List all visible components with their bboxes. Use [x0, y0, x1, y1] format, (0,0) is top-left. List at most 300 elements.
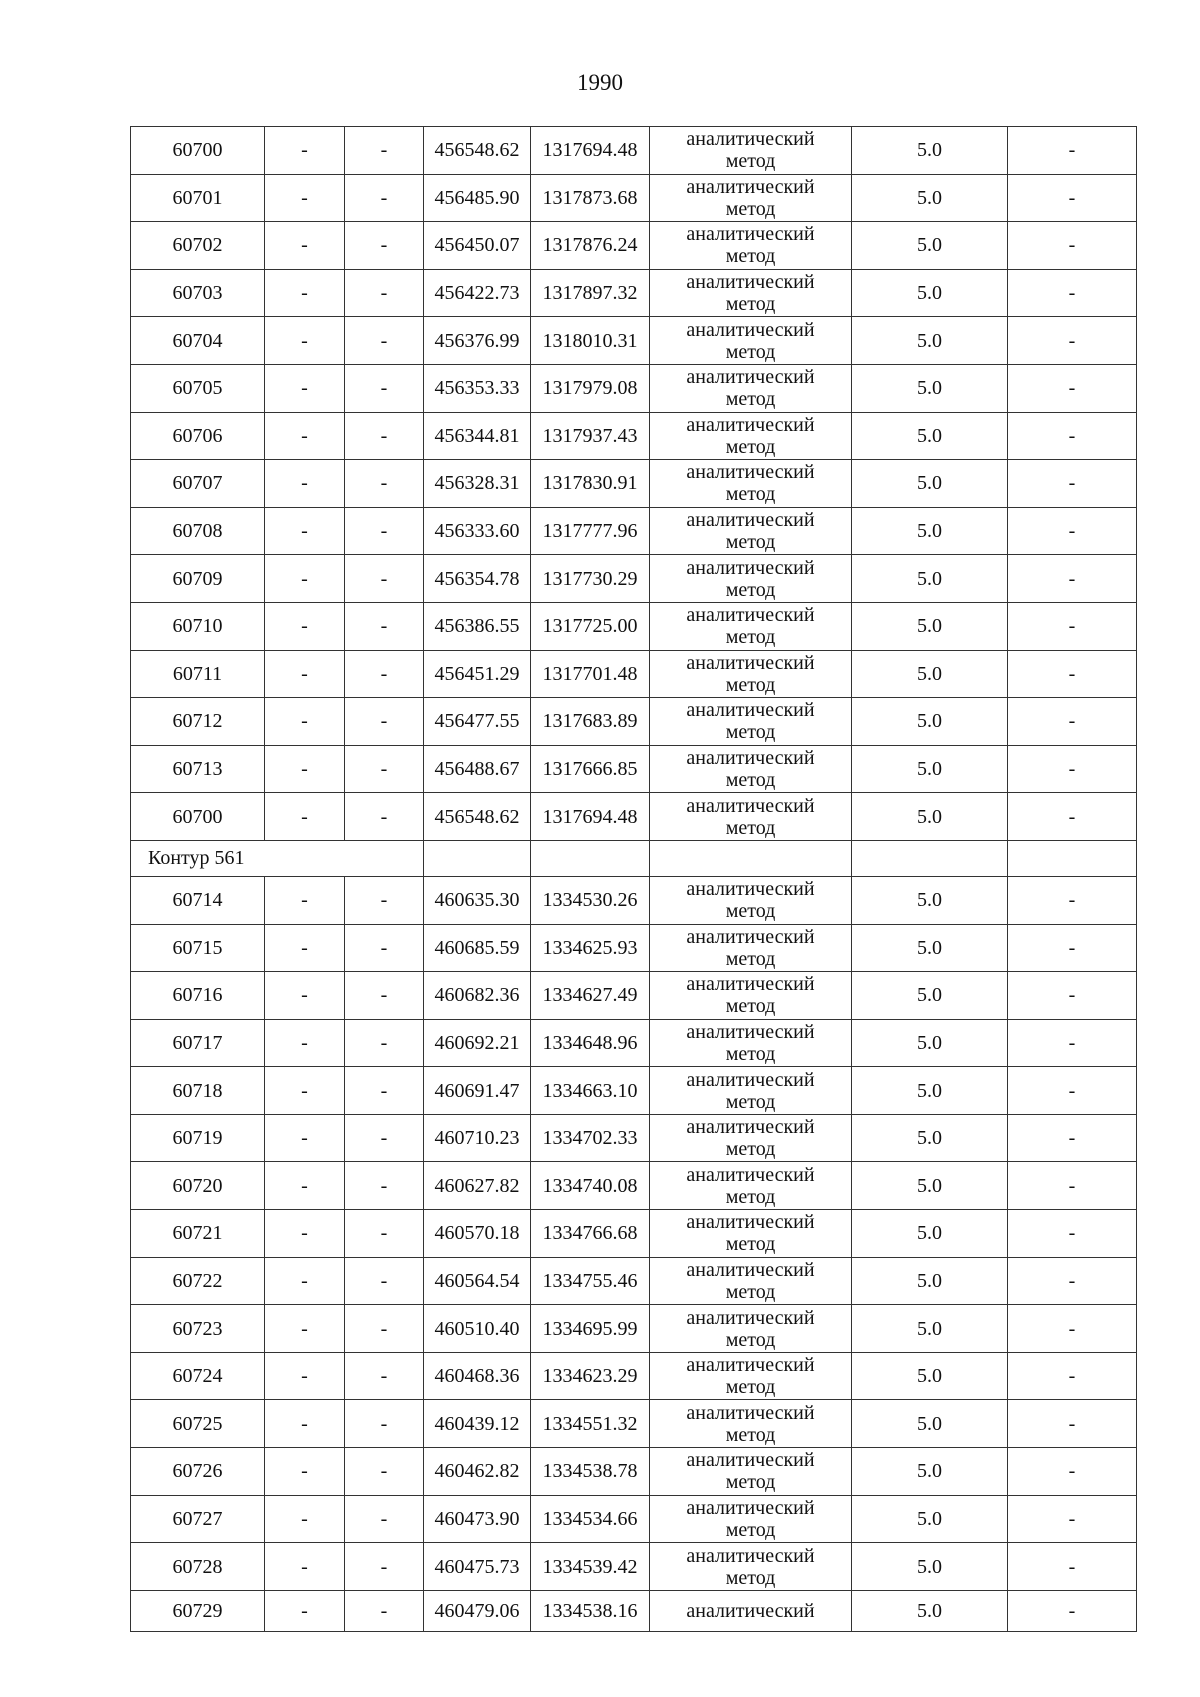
dash-cell: - [1008, 1210, 1137, 1258]
method-text: аналитический [686, 1544, 815, 1567]
x-coordinate-cell: 460570.18 [424, 1210, 531, 1258]
dash-cell: - [265, 698, 345, 746]
dash-cell: - [1008, 1352, 1137, 1400]
x-coordinate-cell: 460685.59 [424, 924, 531, 972]
method-cell [650, 507, 852, 555]
method-text: аналитический [686, 461, 815, 484]
method-text: аналитический [686, 651, 815, 674]
point-number-cell: 60716 [131, 972, 265, 1020]
method-cell [650, 222, 852, 270]
point-number-cell: 60710 [131, 602, 265, 650]
dash-cell: - [265, 364, 345, 412]
y-coordinate-cell: 1334663.10 [531, 1067, 650, 1115]
x-coordinate-cell: 456354.78 [424, 555, 531, 603]
method-cell [650, 174, 852, 222]
method-cell [650, 972, 852, 1020]
method-cell [650, 1400, 852, 1448]
x-coordinate-cell: 460692.21 [424, 1019, 531, 1067]
dash-cell: - [1008, 507, 1137, 555]
method-cell [650, 602, 852, 650]
point-number-cell: 60711 [131, 650, 265, 698]
method-cell [650, 1114, 852, 1162]
y-coordinate-cell: 1334539.42 [531, 1543, 650, 1591]
dash-cell: - [265, 1448, 345, 1496]
table-row [131, 1019, 1137, 1067]
accuracy-cell: 5.0 [852, 507, 1008, 555]
method-cell [650, 650, 852, 698]
point-number-cell: 60721 [131, 1210, 265, 1258]
y-coordinate-cell: 1317873.68 [531, 174, 650, 222]
table-row [131, 174, 1137, 222]
table-row [131, 650, 1137, 698]
dash-cell: - [345, 1067, 424, 1115]
method-cell [650, 1495, 852, 1543]
y-coordinate-cell: 1317897.32 [531, 269, 650, 317]
method-text: аналитический [686, 794, 815, 817]
y-coordinate-cell: 1317979.08 [531, 364, 650, 412]
x-coordinate-cell: 460468.36 [424, 1352, 531, 1400]
point-number-cell: 60702 [131, 222, 265, 270]
accuracy-cell: 5.0 [852, 460, 1008, 508]
y-coordinate-cell: 1334740.08 [531, 1162, 650, 1210]
method-cell [650, 745, 852, 793]
x-coordinate-cell: 456386.55 [424, 602, 531, 650]
dash-cell: - [265, 1543, 345, 1591]
accuracy-cell: 5.0 [852, 127, 1008, 175]
dash-cell: - [345, 222, 424, 270]
table-row [131, 602, 1137, 650]
y-coordinate-cell: 1334625.93 [531, 924, 650, 972]
table-row [131, 1257, 1137, 1305]
point-number-cell: 60701 [131, 174, 265, 222]
accuracy-cell: 5.0 [852, 1210, 1008, 1258]
dash-cell: - [265, 507, 345, 555]
method-text: аналитический [686, 1401, 815, 1424]
dash-cell: - [345, 507, 424, 555]
x-coordinate-cell: 460475.73 [424, 1543, 531, 1591]
table-row [131, 1352, 1137, 1400]
point-number-cell: 60719 [131, 1114, 265, 1162]
table-row [131, 745, 1137, 793]
empty-cell [531, 840, 650, 876]
dash-cell: - [265, 1210, 345, 1258]
dash-cell: - [1008, 1590, 1137, 1631]
method-text: аналитический [686, 878, 815, 901]
page-number: 1990 [577, 70, 623, 95]
accuracy-cell: 5.0 [852, 269, 1008, 317]
x-coordinate-cell: 460635.30 [424, 876, 531, 924]
method-text: метод [725, 1518, 776, 1541]
x-coordinate-cell: 460510.40 [424, 1305, 531, 1353]
dash-cell: - [265, 1257, 345, 1305]
method-cell [650, 1257, 852, 1305]
dash-cell: - [1008, 269, 1137, 317]
method-text: аналитический [686, 223, 815, 246]
dash-cell: - [1008, 745, 1137, 793]
dash-cell: - [345, 1162, 424, 1210]
dash-cell: - [265, 1019, 345, 1067]
point-number-cell: 60700 [131, 127, 265, 175]
method-text: метод [725, 900, 776, 923]
method-text: метод [725, 340, 776, 363]
point-number-cell: 60720 [131, 1162, 265, 1210]
y-coordinate-cell: 1334648.96 [531, 1019, 650, 1067]
method-text: метод [725, 769, 776, 792]
dash-cell: - [1008, 1400, 1137, 1448]
dash-cell: - [345, 1590, 424, 1631]
method-cell [650, 412, 852, 460]
dash-cell: - [265, 1114, 345, 1162]
dash-cell: - [1008, 1162, 1137, 1210]
dash-cell: - [345, 1400, 424, 1448]
method-text: метод [725, 1280, 776, 1303]
x-coordinate-cell: 460439.12 [424, 1400, 531, 1448]
accuracy-cell: 5.0 [852, 1352, 1008, 1400]
dash-cell: - [345, 460, 424, 508]
dash-cell: - [345, 793, 424, 841]
method-text: метод [725, 1328, 776, 1351]
dash-cell: - [1008, 650, 1137, 698]
dash-cell: - [345, 924, 424, 972]
method-text: метод [725, 1471, 776, 1494]
accuracy-cell: 5.0 [852, 876, 1008, 924]
y-coordinate-cell: 1317777.96 [531, 507, 650, 555]
x-coordinate-cell: 456451.29 [424, 650, 531, 698]
accuracy-cell: 5.0 [852, 1257, 1008, 1305]
dash-cell: - [345, 1305, 424, 1353]
table-row [131, 1543, 1137, 1591]
y-coordinate-cell: 1334702.33 [531, 1114, 650, 1162]
method-text: метод [725, 673, 776, 696]
method-text: метод [725, 578, 776, 601]
x-coordinate-cell: 456328.31 [424, 460, 531, 508]
method-text: аналитический [686, 1211, 815, 1234]
accuracy-cell: 5.0 [852, 1543, 1008, 1591]
method-cell [650, 1210, 852, 1258]
method-text: аналитический [686, 1068, 815, 1091]
x-coordinate-cell: 456548.62 [424, 793, 531, 841]
y-coordinate-cell: 1334530.26 [531, 876, 650, 924]
method-text: аналитический [686, 1449, 815, 1472]
dash-cell: - [1008, 924, 1137, 972]
method-text: аналитический [686, 175, 815, 198]
point-number-cell: 60714 [131, 876, 265, 924]
method-text: аналитический [686, 1306, 815, 1329]
y-coordinate-cell: 1334755.46 [531, 1257, 650, 1305]
point-number-cell: 60700 [131, 793, 265, 841]
method-text: метод [725, 1566, 776, 1589]
point-number-cell: 60705 [131, 364, 265, 412]
point-number-cell: 60723 [131, 1305, 265, 1353]
accuracy-cell: 5.0 [852, 412, 1008, 460]
point-number-cell: 60727 [131, 1495, 265, 1543]
x-coordinate-cell: 460691.47 [424, 1067, 531, 1115]
accuracy-cell: 5.0 [852, 364, 1008, 412]
y-coordinate-cell: 1334623.29 [531, 1352, 650, 1400]
table-row [131, 924, 1137, 972]
method-text: метод [725, 245, 776, 268]
dash-cell: - [345, 1019, 424, 1067]
method-cell [650, 876, 852, 924]
table-row [131, 876, 1137, 924]
accuracy-cell: 5.0 [852, 1448, 1008, 1496]
dash-cell: - [345, 269, 424, 317]
point-number-cell: 60708 [131, 507, 265, 555]
point-number-cell: 60706 [131, 412, 265, 460]
accuracy-cell: 5.0 [852, 1400, 1008, 1448]
point-number-cell: 60712 [131, 698, 265, 746]
dash-cell: - [345, 412, 424, 460]
y-coordinate-cell: 1334538.16 [531, 1590, 650, 1631]
dash-cell: - [265, 1590, 345, 1631]
table-row [131, 1305, 1137, 1353]
dash-cell: - [345, 127, 424, 175]
method-text: аналитический [686, 925, 815, 948]
dash-cell: - [345, 317, 424, 365]
method-text: аналитический [686, 1496, 815, 1519]
method-text: аналитический [686, 699, 815, 722]
dash-cell: - [1008, 793, 1137, 841]
x-coordinate-cell: 460462.82 [424, 1448, 531, 1496]
dash-cell: - [345, 698, 424, 746]
dash-cell: - [1008, 1067, 1137, 1115]
dash-cell: - [1008, 1019, 1137, 1067]
point-number-cell: 60717 [131, 1019, 265, 1067]
dash-cell: - [265, 924, 345, 972]
dash-cell: - [265, 269, 345, 317]
method-cell [650, 1448, 852, 1496]
table-row [131, 317, 1137, 365]
method-cell [650, 460, 852, 508]
table-row [131, 269, 1137, 317]
method-text: аналитический [686, 1020, 815, 1043]
x-coordinate-cell: 456450.07 [424, 222, 531, 270]
empty-cell [650, 840, 852, 876]
method-text: метод [725, 531, 776, 554]
y-coordinate-cell: 1317830.91 [531, 460, 650, 508]
accuracy-cell: 5.0 [852, 1305, 1008, 1353]
table-row [131, 1590, 1137, 1631]
dash-cell: - [345, 1495, 424, 1543]
accuracy-cell: 5.0 [852, 1590, 1008, 1631]
method-cell [650, 555, 852, 603]
dash-cell: - [345, 602, 424, 650]
dash-cell: - [345, 972, 424, 1020]
accuracy-cell: 5.0 [852, 1114, 1008, 1162]
point-number-cell: 60722 [131, 1257, 265, 1305]
accuracy-cell: 5.0 [852, 1019, 1008, 1067]
y-coordinate-cell: 1317694.48 [531, 793, 650, 841]
method-text: метод [725, 435, 776, 458]
method-text: метод [725, 1090, 776, 1113]
table-row [131, 1114, 1137, 1162]
method-text: метод [725, 388, 776, 411]
method-cell [650, 127, 852, 175]
dash-cell: - [1008, 698, 1137, 746]
dash-cell: - [1008, 1495, 1137, 1543]
method-cell [650, 317, 852, 365]
dash-cell: - [345, 555, 424, 603]
accuracy-cell: 5.0 [852, 745, 1008, 793]
dash-cell: - [265, 1162, 345, 1210]
x-coordinate-cell: 456333.60 [424, 507, 531, 555]
dash-cell: - [265, 793, 345, 841]
point-number-cell: 60715 [131, 924, 265, 972]
method-cell [650, 1162, 852, 1210]
method-text: метод [725, 626, 776, 649]
accuracy-cell: 5.0 [852, 555, 1008, 603]
x-coordinate-cell: 460627.82 [424, 1162, 531, 1210]
dash-cell: - [345, 876, 424, 924]
dash-cell: - [345, 1210, 424, 1258]
dash-cell: - [1008, 876, 1137, 924]
x-coordinate-cell: 456477.55 [424, 698, 531, 746]
y-coordinate-cell: 1317701.48 [531, 650, 650, 698]
accuracy-cell: 5.0 [852, 174, 1008, 222]
x-coordinate-cell: 456422.73 [424, 269, 531, 317]
point-number-cell: 60729 [131, 1590, 265, 1631]
y-coordinate-cell: 1317683.89 [531, 698, 650, 746]
accuracy-cell: 5.0 [852, 222, 1008, 270]
y-coordinate-cell: 1334551.32 [531, 1400, 650, 1448]
dash-cell: - [265, 412, 345, 460]
dash-cell: - [1008, 1448, 1137, 1496]
point-number-cell: 60724 [131, 1352, 265, 1400]
dash-cell: - [265, 222, 345, 270]
x-coordinate-cell: 460473.90 [424, 1495, 531, 1543]
method-text: метод [725, 816, 776, 839]
method-text: аналитический [686, 271, 815, 294]
y-coordinate-cell: 1334534.66 [531, 1495, 650, 1543]
method-text: метод [725, 1185, 776, 1208]
method-cell [650, 1590, 852, 1631]
method-cell [650, 269, 852, 317]
y-coordinate-cell: 1317937.43 [531, 412, 650, 460]
y-coordinate-cell: 1317730.29 [531, 555, 650, 603]
table-row [131, 222, 1137, 270]
method-text: аналитический [686, 1258, 815, 1281]
method-cell [650, 1067, 852, 1115]
point-number-cell: 60713 [131, 745, 265, 793]
dash-cell: - [265, 174, 345, 222]
table-row [131, 460, 1137, 508]
section-label: Контур 561 [131, 840, 424, 876]
empty-cell [424, 840, 531, 876]
method-text: метод [725, 1138, 776, 1161]
accuracy-cell: 5.0 [852, 924, 1008, 972]
point-number-cell: 60707 [131, 460, 265, 508]
point-number-cell: 60728 [131, 1543, 265, 1591]
accuracy-cell: 5.0 [852, 793, 1008, 841]
table-row [131, 1495, 1137, 1543]
dash-cell: - [265, 876, 345, 924]
dash-cell: - [265, 1352, 345, 1400]
dash-cell: - [1008, 1257, 1137, 1305]
table-row [131, 1210, 1137, 1258]
method-text: метод [725, 483, 776, 506]
table-row [131, 1400, 1137, 1448]
point-number-cell: 60709 [131, 555, 265, 603]
method-text: аналитический [686, 1599, 815, 1622]
table-row [131, 1162, 1137, 1210]
dash-cell: - [1008, 317, 1137, 365]
dash-cell: - [265, 1495, 345, 1543]
dash-cell: - [265, 1305, 345, 1353]
dash-cell: - [345, 650, 424, 698]
y-coordinate-cell: 1334627.49 [531, 972, 650, 1020]
accuracy-cell: 5.0 [852, 972, 1008, 1020]
dash-cell: - [265, 460, 345, 508]
x-coordinate-cell: 460479.06 [424, 1590, 531, 1631]
method-text: аналитический [686, 973, 815, 996]
accuracy-cell: 5.0 [852, 602, 1008, 650]
method-cell [650, 793, 852, 841]
x-coordinate-cell: 456548.62 [424, 127, 531, 175]
method-text: метод [725, 995, 776, 1018]
method-text: метод [725, 150, 776, 173]
table-row [131, 698, 1137, 746]
method-text: метод [725, 1376, 776, 1399]
dash-cell: - [345, 1257, 424, 1305]
method-text: аналитический [686, 1163, 815, 1186]
accuracy-cell: 5.0 [852, 1495, 1008, 1543]
method-text: аналитический [686, 366, 815, 389]
table-row [131, 1067, 1137, 1115]
y-coordinate-cell: 1317725.00 [531, 602, 650, 650]
dash-cell: - [1008, 460, 1137, 508]
method-text: аналитический [686, 128, 815, 151]
accuracy-cell: 5.0 [852, 317, 1008, 365]
dash-cell: - [265, 972, 345, 1020]
method-text: метод [725, 1233, 776, 1256]
table-row [131, 972, 1137, 1020]
table-row [131, 412, 1137, 460]
point-number-cell: 60726 [131, 1448, 265, 1496]
method-text: аналитический [686, 556, 815, 579]
table-row [131, 1448, 1137, 1496]
y-coordinate-cell: 1317694.48 [531, 127, 650, 175]
method-text: метод [725, 1042, 776, 1065]
point-number-cell: 60725 [131, 1400, 265, 1448]
table-body [131, 127, 1137, 1632]
dash-cell: - [345, 1543, 424, 1591]
table-row [131, 507, 1137, 555]
method-text: аналитический [686, 318, 815, 341]
y-coordinate-cell: 1334538.78 [531, 1448, 650, 1496]
accuracy-cell: 5.0 [852, 1067, 1008, 1115]
dash-cell: - [265, 1067, 345, 1115]
method-text: аналитический [686, 747, 815, 770]
dash-cell: - [345, 1114, 424, 1162]
dash-cell: - [1008, 1543, 1137, 1591]
dash-cell: - [265, 555, 345, 603]
dash-cell: - [1008, 174, 1137, 222]
x-coordinate-cell: 460564.54 [424, 1257, 531, 1305]
method-text: метод [725, 1423, 776, 1446]
method-cell [650, 1305, 852, 1353]
accuracy-cell: 5.0 [852, 698, 1008, 746]
dash-cell: - [345, 1352, 424, 1400]
coordinates-table [130, 126, 1137, 1632]
point-number-cell: 60704 [131, 317, 265, 365]
method-text: аналитический [686, 509, 815, 532]
y-coordinate-cell: 1334695.99 [531, 1305, 650, 1353]
dash-cell: - [1008, 412, 1137, 460]
dash-cell: - [345, 745, 424, 793]
empty-cell [852, 840, 1008, 876]
dash-cell: - [1008, 364, 1137, 412]
dash-cell: - [345, 174, 424, 222]
